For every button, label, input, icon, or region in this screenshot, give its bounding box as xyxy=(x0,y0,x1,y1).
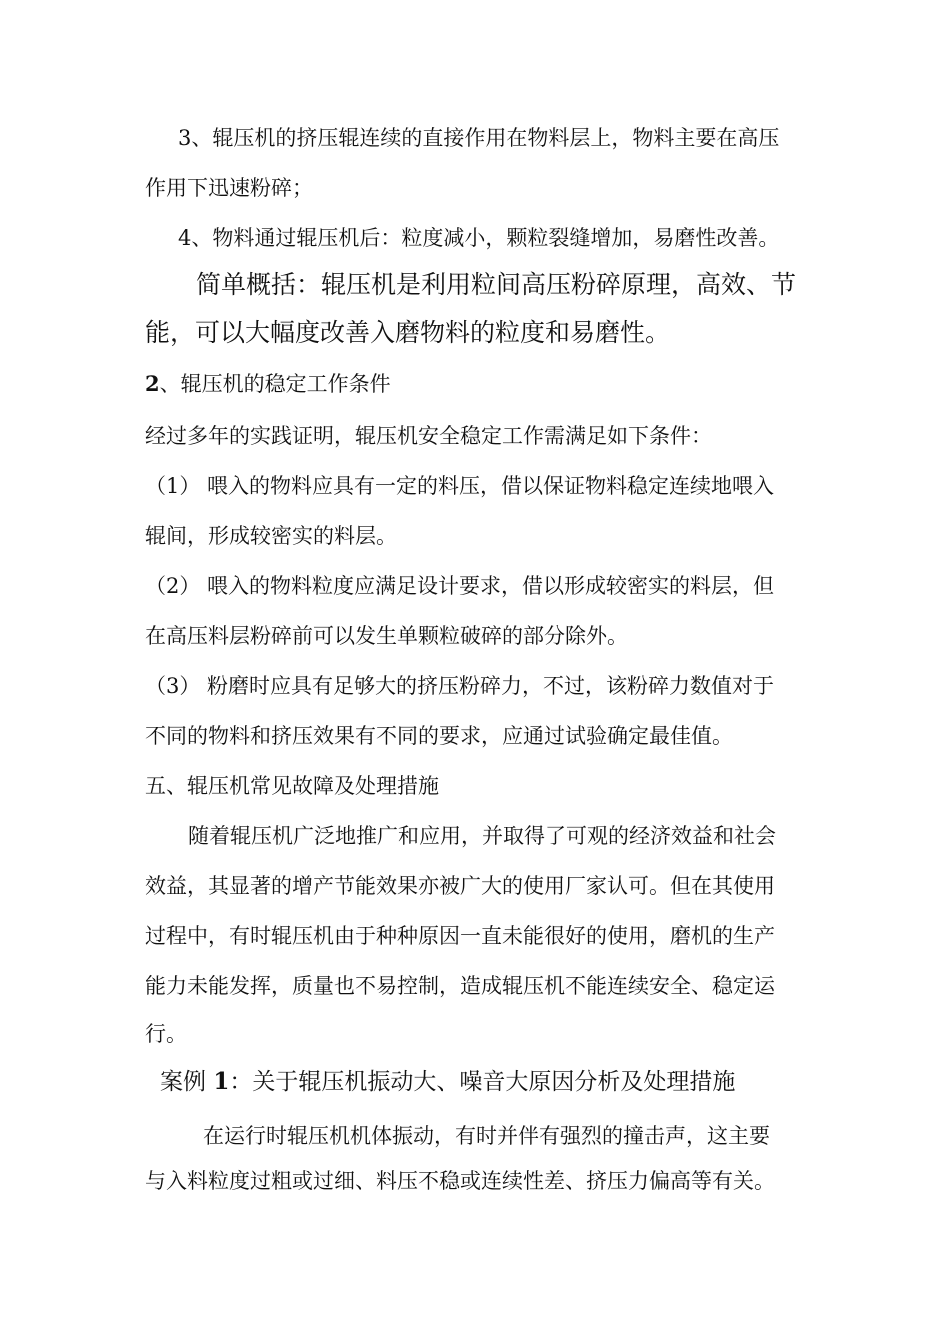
section-heading xyxy=(145,370,391,398)
heading-number: 2 xyxy=(145,371,160,396)
section-heading: 五、辊压机常见故障及处理措施 xyxy=(145,774,439,798)
condition-line: 辊间，形成较密实的料层。 xyxy=(145,524,397,548)
paragraph-line: 效益，其显著的增产节能效果亦被广大的使用厂家认可。但在其使用 xyxy=(145,874,775,898)
paragraph-line: 行。 xyxy=(145,1022,187,1046)
paragraph-line: 经过多年的实践证明，辊压机安全稳定工作需满足如下条件： xyxy=(145,424,712,448)
paragraph-line: 在运行时辊压机机体振动，有时并伴有强烈的撞击声，这主要 xyxy=(203,1124,770,1148)
condition-line: 不同的物料和挤压效果有不同的要求，应通过试验确定最佳值。 xyxy=(145,724,733,748)
summary-line: 能，可以大幅度改善入磨物料的粒度和易磨性。 xyxy=(145,318,671,347)
paragraph-line: 过程中，有时辊压机由于种种原因一直未能很好的使用，磨机的生产 xyxy=(145,924,775,948)
case-number: 1 xyxy=(213,1068,230,1095)
paragraph-line: 随着辊压机广泛地推广和应用，并取得了可观的经济效益和社会 xyxy=(188,824,776,848)
paragraph-line: 作用下迅速粉碎； xyxy=(145,176,313,200)
paragraph-line: 能力未能发挥，质量也不易控制，造成辊压机不能连续安全、稳定运 xyxy=(145,974,775,998)
heading-text: 、辊压机的稳定工作条件 xyxy=(159,372,391,396)
paragraph-line: 4、物料通过辊压机后：粒度减小，颗粒裂缝增加，易磨性改善。 xyxy=(178,226,780,250)
condition-line: （3） 粉磨时应具有足够大的挤压粉碎力，不过，该粉碎力数值对于 xyxy=(145,674,775,698)
condition-line: 在高压料层粉碎前可以发生单颗粒破碎的部分除外。 xyxy=(145,624,628,648)
case-heading xyxy=(160,1067,735,1097)
case-title: ：关于辊压机振动大、噪音大原因分析及处理措施 xyxy=(229,1069,736,1095)
paragraph-line: 与入料粒度过粗或过细、料压不稳或连续性差、挤压力偏高等有关。 xyxy=(145,1169,775,1193)
condition-line: （1） 喂入的物料应具有一定的料压，借以保证物料稳定连续地喂入 xyxy=(145,474,775,498)
condition-line: （2） 喂入的物料粒度应满足设计要求，借以形成较密实的料层，但 xyxy=(145,574,775,598)
case-prefix: 案例 xyxy=(160,1069,214,1095)
summary-line: 简单概括：辊压机是利用粒间高压粉碎原理，高效、节 xyxy=(196,270,797,299)
paragraph-line: 3、辊压机的挤压辊连续的直接作用在物料层上，物料主要在高压 xyxy=(178,126,780,150)
